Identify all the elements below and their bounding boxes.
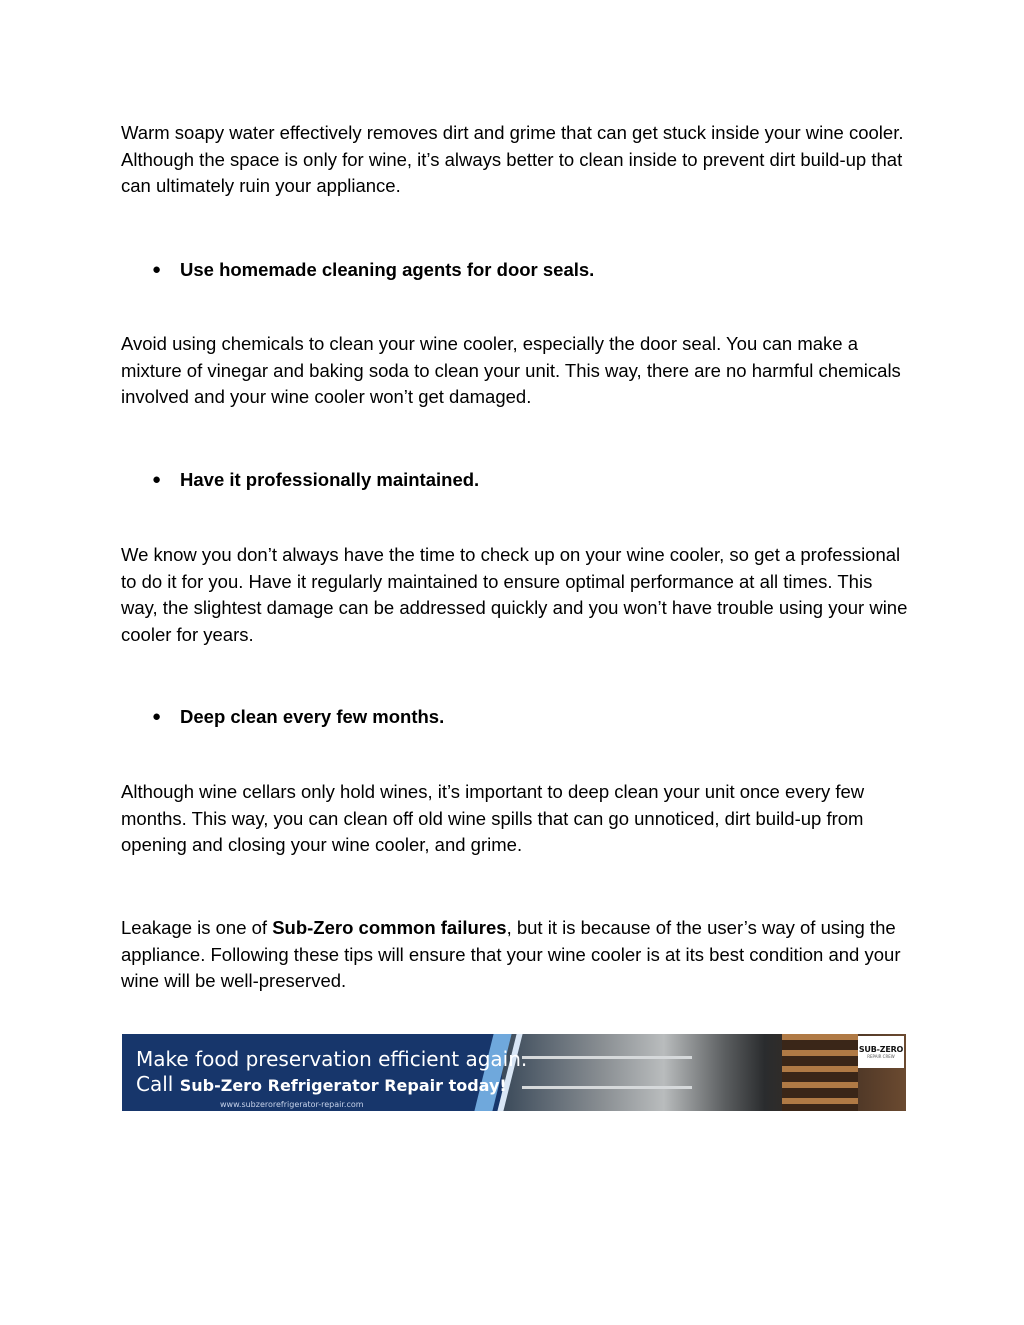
paragraph-warm-soapy-water: Warm soapy water effectively removes dirt and grime that can get stuck inside your wine cooler. Although the space is only for wine, it’s always better to clean inside to prevent dirt build-up that can ultimately ruin your appliance. xyxy=(121,122,904,196)
bullet-deep-clean xyxy=(152,704,444,730)
bullet-text: Use homemade cleaning agents for door seals. xyxy=(180,259,595,280)
bullet-dot: ● xyxy=(152,471,162,488)
bullet-professionally-maintained xyxy=(152,467,479,493)
logo-sub: REPAIR CREW xyxy=(867,1054,895,1059)
sub-zero-failures-link[interactable]: Sub-Zero common failures xyxy=(272,917,507,938)
wine-rack-photo xyxy=(782,1034,858,1111)
paragraph-avoid-chemicals: Avoid using chemicals to clean your wine cooler, especially the door seal. You can make a mixture of vinegar and baking soda to clean your unit. This way, there are no harmful chemicals involved and your wine cooler won’t get damaged. xyxy=(121,333,901,407)
paragraph-deep-clean: Although wine cellars only hold wines, it’s important to deep clean your unit once every few months. This way, you can clean off old wine spills that can go unnoticed, dirt build-up from opening and closing your wine cooler, and grime. xyxy=(121,781,865,855)
bullet-dot: ● xyxy=(152,261,162,278)
bullet-dot: ● xyxy=(152,708,162,725)
paragraph-professional-maintenance: We know you don’t always have the time to check up on your wine cooler, so get a professional to do it for you. Have it regularly maintained to ensure optimal performance at all times. This way, the slightest damage can be addressed quickly and you won’t have trouble using your wine cooler for years. xyxy=(121,544,908,645)
bullet-text: Have it professionally maintained. xyxy=(180,469,480,490)
paragraph-leakage-end: , but it is because of the user’s way of using the appliance. Following these tips will ensure that your wine cooler is at its best condition and your wine will be well-preserved. xyxy=(121,917,901,991)
logo-mark: SUB-ZERO xyxy=(858,1045,904,1054)
banner-headline: Make food preservation efficient again. xyxy=(136,1047,528,1071)
banner-cta xyxy=(136,1072,507,1096)
paragraph-leakage xyxy=(121,915,911,995)
sub-zero-logo xyxy=(858,1036,904,1068)
banner-url[interactable]: www.subzerorefrigerator-repair.com xyxy=(220,1100,364,1109)
banner-cta-strong: Sub-Zero Refrigerator Repair today! xyxy=(179,1076,507,1095)
banner-cta-prefix: Call xyxy=(136,1072,180,1096)
bullet-homemade-cleaning xyxy=(152,257,594,283)
paragraph-leakage-start: Leakage is one of xyxy=(121,917,273,938)
bullet-text: Deep clean every few months. xyxy=(180,706,445,727)
promo-banner[interactable] xyxy=(122,1034,906,1111)
